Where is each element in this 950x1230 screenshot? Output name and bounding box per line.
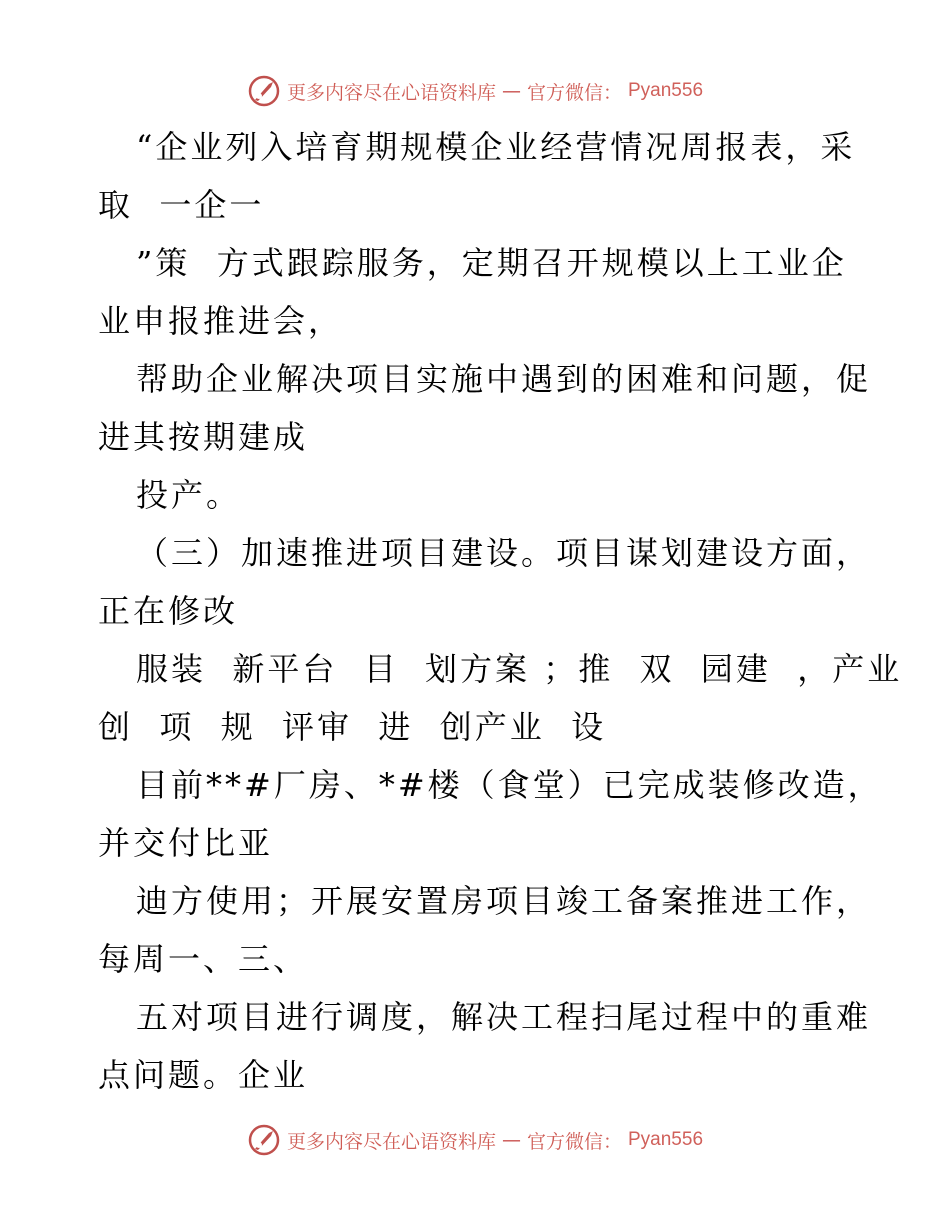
body-line: 投产。: [136, 476, 242, 514]
document-body: [98, 118, 903, 1104]
body-line: （三）加速推进项目建设。项目谋划建设方面，: [136, 534, 872, 572]
watermark-dash: —: [501, 1129, 521, 1151]
quill-logo-icon: [247, 1123, 281, 1157]
body-line: 并交付比亚: [98, 824, 274, 862]
body-line: 点问题。企业: [98, 1056, 309, 1094]
footer-watermark: [0, 1120, 950, 1160]
body-line: ”策 方式跟踪服务，定期召开规模以上工业企: [136, 244, 847, 282]
body-line: 帮助企业解决项目实施中遇到的困难和问题，促: [136, 360, 872, 398]
quill-logo-icon: [247, 74, 281, 108]
body-line: 目前**#厂房、*#楼（食堂）已完成装修改造，: [136, 766, 883, 804]
watermark-suffix: 官方微信：: [526, 81, 622, 104]
body-line: 迪方使用；开展安置房项目竣工备案推进工作，: [136, 882, 872, 920]
body-line: 五对项目进行调度，解决工程扫尾过程中的重难: [136, 998, 872, 1036]
watermark-id: Pyan556: [628, 1129, 704, 1150]
watermark-text: 更多内容尽在心语资料库: [286, 1130, 496, 1153]
body-line: 进其按期建成: [98, 418, 309, 456]
body-line: “企业列入培育期规模企业经营情况周报表，采: [136, 128, 856, 166]
header-watermark: [0, 71, 950, 111]
body-line: 业申报推进会，: [98, 302, 344, 340]
watermark-id: Pyan556: [628, 80, 704, 101]
body-line: 创 项 规 评审 进 创产业 设: [98, 708, 607, 746]
body-line: 每周一、三、: [98, 940, 309, 978]
body-line: 服装 新平台 目 划方案 ；推 双 园建 ，产业: [136, 650, 903, 688]
body-line: 正在修改: [98, 592, 239, 630]
watermark-dash: —: [501, 80, 521, 102]
watermark-suffix: 官方微信：: [526, 1130, 622, 1153]
watermark-text: 更多内容尽在心语资料库: [286, 81, 496, 104]
body-line: 取 一企一: [98, 186, 265, 224]
